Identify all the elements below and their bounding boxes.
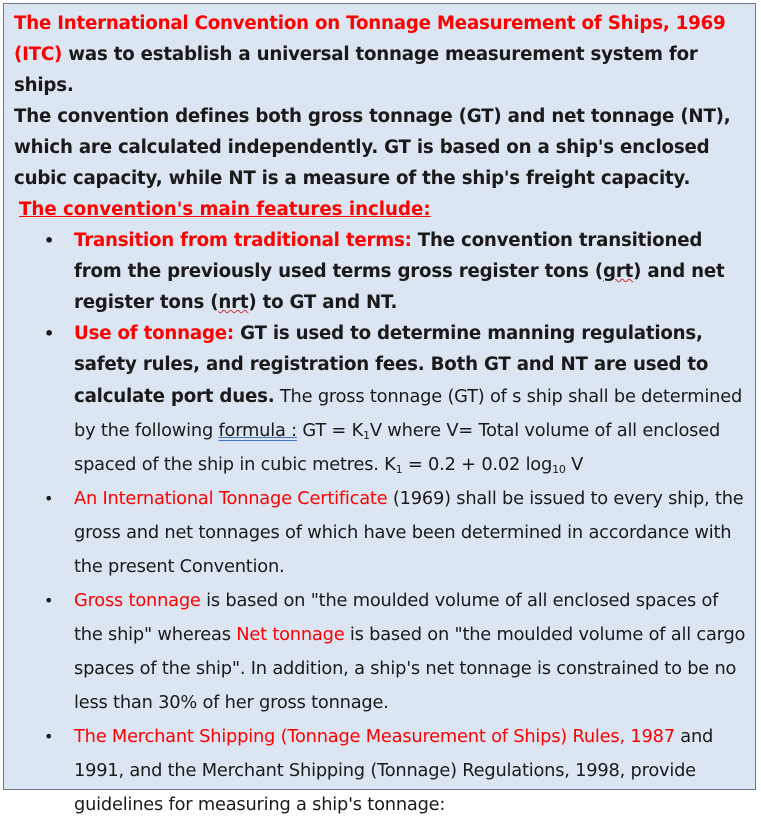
list-item	[14, 584, 749, 720]
intro-definition: The convention defines both gross tonnage (GT) and net tonnage (NT), which are calculated independently. GT is based on a ship's enclosed cubic capacity, while NT is a measure of the ship's freight capacity.	[14, 106, 731, 189]
item-text: (1969) shall be issued to every ship, the gross and net tonnages of which have been determined in accordance with the present Convention.	[74, 488, 744, 577]
spellcheck-word: grt	[603, 261, 634, 282]
item-text: ) and net register tons (	[74, 261, 725, 313]
item-lead-secondary: Net tonnage	[236, 624, 345, 645]
intro-paragraph	[14, 8, 749, 194]
bullet-icon: •	[44, 727, 54, 746]
list-item	[14, 720, 749, 822]
item-text: GT is used to determine manning regulations, safety rules, and registration fees. Both GT and NT are used to calculate port dues.	[74, 323, 709, 407]
subscript: 1	[363, 429, 370, 442]
item-text: ) to GT and NT.	[248, 292, 398, 313]
list-item	[14, 225, 749, 318]
features-heading: The convention's main features include:	[19, 199, 431, 220]
item-text: V where V= Total volume of all enclosed spaced of the ship in cubic metres. K	[74, 420, 721, 475]
item-text: The gross tonnage (GT) of s ship shall be determined by the following	[74, 386, 743, 441]
item-text: = 0.2 + 0.02 log	[402, 454, 553, 475]
grammar-word: formula :	[218, 420, 297, 441]
bullet-icon: •	[44, 324, 55, 343]
item-lead: The Merchant Shipping (Tonnage Measurement of Ships) Rules, 1987	[74, 726, 675, 747]
item-lead: Gross tonnage	[74, 590, 201, 611]
list-item	[14, 482, 749, 584]
item-text: The convention transitioned from the previously used terms gross register tons (	[74, 230, 703, 282]
item-lead: An International Tonnage Certificate	[74, 488, 388, 509]
item-text: GT = K	[296, 420, 364, 441]
spellcheck-word: nrt	[218, 292, 249, 313]
bullet-icon: •	[44, 591, 54, 610]
bullet-icon: •	[44, 231, 55, 250]
convention-title: The International Convention on Tonnage Measurement of Ships, 1969 (ITC)	[14, 13, 726, 65]
item-lead: Use of tonnage:	[74, 323, 234, 344]
bullet-icon: •	[44, 489, 54, 508]
text-box	[3, 3, 756, 815]
list-item	[14, 318, 749, 482]
intro-purpose: was to establish a universal tonnage measurement system for ships.	[14, 44, 698, 96]
item-text: is based on "the moulded volume of all cargo spaces of the ship". In addition, a ship's net tonnage is constrained to be no less than 30% of her gross tonnage.	[74, 624, 746, 713]
subscript: 10	[552, 463, 566, 476]
item-text: V	[565, 454, 584, 475]
item-lead: Transition from traditional terms:	[74, 230, 412, 251]
subscript: 1	[395, 463, 403, 476]
item-text: and 1991, and the Merchant Shipping (Tonnage) Regulations, 1998, provide guidelines for measuring a ship's tonnage:	[74, 726, 714, 815]
item-text: is based on "the moulded volume of all enclosed spaces of the ship" whereas	[74, 590, 719, 645]
features-list	[14, 225, 749, 822]
